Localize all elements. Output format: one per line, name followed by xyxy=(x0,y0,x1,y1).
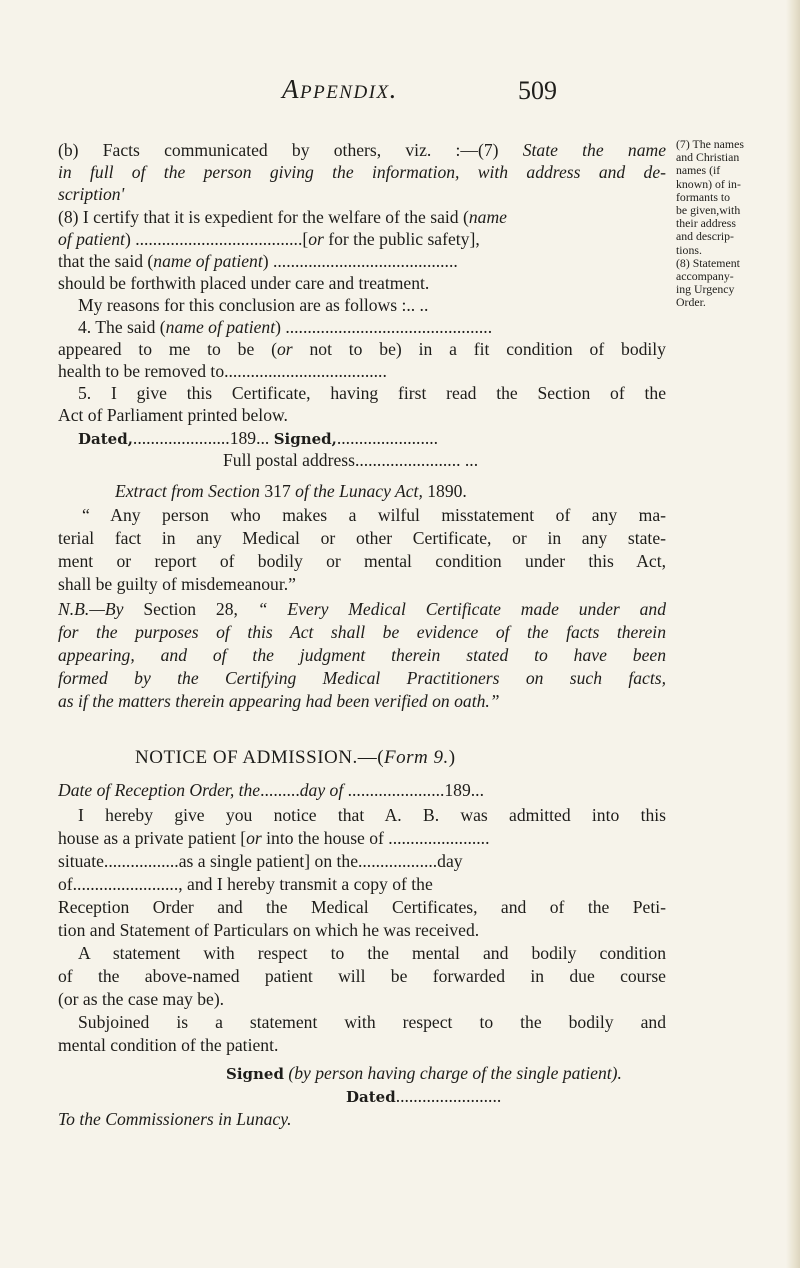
certificate-line-11: health to be removed to..................................... xyxy=(58,361,387,381)
notice-line-5: Reception Order and the Medical Certificates, and of the Peti- xyxy=(58,897,666,917)
extract-quote-1: “ Any person who makes a wilful misstatement of any ma- xyxy=(82,505,666,525)
margin-note: (7) The names and Christian names (if known) of in- formants to be given,with their address and descrip- tions. (8) Statement accompany- ing Urgency Order. xyxy=(676,137,744,310)
notice-line-11: mental condition of the patient. xyxy=(58,1035,279,1055)
dated-label: Dated, xyxy=(78,430,133,448)
certificate-line-8: My reasons for this conclusion are as follows :.. .. xyxy=(78,295,429,315)
notice-addressee: To the Commissioners in Lunacy. xyxy=(58,1109,292,1129)
postal-address-line: Full postal address........................ ... xyxy=(223,450,479,470)
notice-line-9: (or as the case may be). xyxy=(58,989,225,1009)
notice-line-6: tion and Statement of Particulars on which he was received. xyxy=(58,920,480,940)
certificate-line-2: in full of the person giving the information, with address and de- xyxy=(58,162,666,182)
extract-quote-2: terial fact in any Medical or other Certificate, or in any state- xyxy=(58,528,666,548)
notice-title: NOTICE OF ADMISSION.—(Form 9.) xyxy=(135,747,456,768)
nb-line-4: formed by the Certifying Medical Practitioners on such facts, xyxy=(58,668,666,688)
extract-heading: Extract from Section 317 of the Lunacy Act, 1890. xyxy=(115,481,467,501)
notice-line-2: house as a private patient [or into the house of ....................... xyxy=(58,828,490,848)
certificate-line-9: 4. The said (name of patient) ............................................... xyxy=(78,317,493,337)
notice-date-line: Date of Reception Order, the.........day of ......................189... xyxy=(58,780,484,800)
notice-dated-label: Dated xyxy=(346,1088,396,1106)
notice-signed-label: Signed xyxy=(226,1065,284,1083)
extract-quote-3: ment or report of bodily or mental condition under this Act, xyxy=(58,551,666,571)
certificate-line-1: (b) Facts communicated by others, viz. :—(7) State the name xyxy=(58,140,666,160)
signed-label: Signed, xyxy=(273,430,337,448)
certificate-line-5: of patient) ......................................[or for the public safety], xyxy=(58,229,480,249)
certificate-line-3: scription' xyxy=(58,184,125,204)
certificate-line-12: 5. I give this Certificate, having first read the Section of the xyxy=(78,383,666,403)
dated-signed-line: Dated,......................189... Signed,....................... xyxy=(78,428,439,448)
nb-line-5: as if the matters therein appearing had been verified on oath.” xyxy=(58,691,500,711)
page-header xyxy=(0,74,800,124)
notice-line-4: of........................, and I hereby transmit a copy of the xyxy=(58,874,433,894)
notice-line-3: situate.................as a single patient] on the..................day xyxy=(58,851,463,871)
page-number: 509 xyxy=(518,76,557,105)
extract-quote-4: shall be guilty of misdemeanour.” xyxy=(58,574,296,594)
notice-line-7: A statement with respect to the mental and bodily condition xyxy=(78,943,666,963)
notice-dated-line: Dated........................ xyxy=(346,1086,502,1106)
notice-line-10: Subjoined is a statement with respect to the bodily and xyxy=(78,1012,666,1032)
certificate-line-13: Act of Parliament printed below. xyxy=(58,405,288,425)
certificate-line-10: appeared to me to be (or not to be) in a fit condition of bodily xyxy=(58,339,666,359)
certificate-line-7: should be forthwith placed under care and treatment. xyxy=(58,273,430,293)
notice-line-1: I hereby give you notice that A. B. was admitted into this xyxy=(78,805,666,825)
notice-line-8: of the above-named patient will be forwarded in due course xyxy=(58,966,666,986)
certificate-line-4: (8) I certify that it is expedient for the welfare of the said (name xyxy=(58,207,507,227)
nb-line-2: for the purposes of this Act shall be evidence of the facts therein xyxy=(58,622,666,642)
certificate-line-6: that the said (name of patient) .......................................... xyxy=(58,251,458,271)
notice-signed-line: Signed (by person having charge of the single patient). xyxy=(226,1063,622,1083)
running-title: Appendix. xyxy=(282,74,398,104)
nb-line-1: N.B.—By Section 28, “ Every Medical Certificate made under and xyxy=(58,599,666,619)
nb-line-3: appearing, and of the judgment therein stated to have been xyxy=(58,645,666,665)
